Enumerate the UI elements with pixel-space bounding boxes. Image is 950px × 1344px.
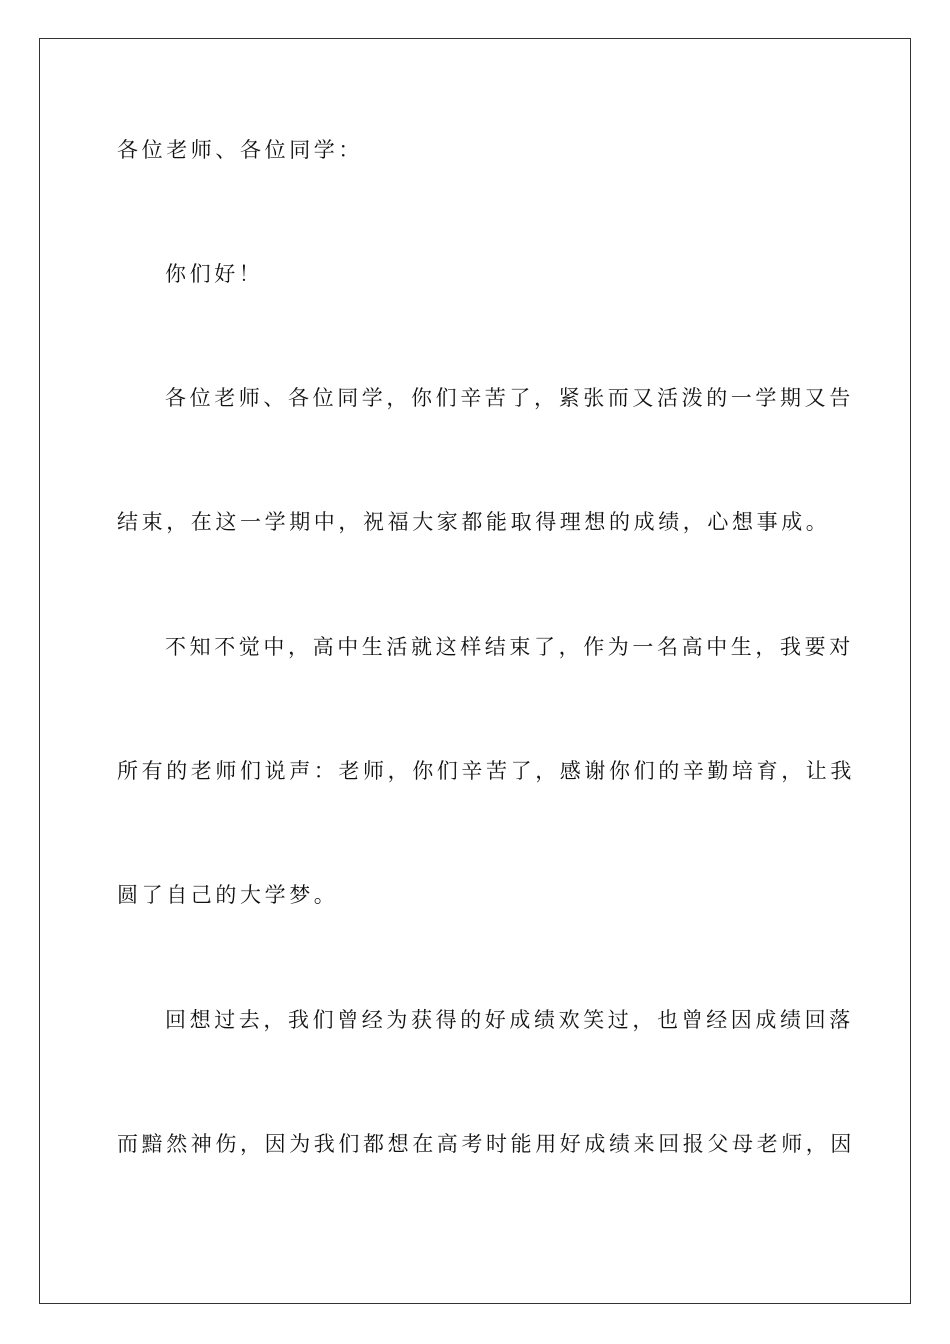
paragraph-1-line-2: 结束，在这一学期中，祝福大家都能取得理想的成绩，心想事成。 <box>117 510 831 534</box>
paragraph-3-line-2: 而黯然神伤，因为我们都想在高考时能用好成绩来回报父母老师，因 <box>117 1132 855 1156</box>
paragraph-2-line-3: 圆了自己的大学梦。 <box>117 883 339 907</box>
paragraph-2-line-2: 所有的老师们说声：老师，你们辛苦了，感谢你们的辛勤培育，让我 <box>117 759 855 783</box>
salutation-line: 各位老师、各位同学： <box>117 138 363 162</box>
paragraph-2-line-1: 不知不觉中，高中生活就这样结束了，作为一名高中生，我要对 <box>165 635 854 659</box>
greeting-line: 你们好！ <box>165 262 264 286</box>
page-border <box>39 38 911 1304</box>
paragraph-1-line-1: 各位老师、各位同学，你们辛苦了，紧张而又活泼的一学期又告 <box>165 386 854 410</box>
paragraph-3-line-1: 回想过去，我们曾经为获得的好成绩欢笑过，也曾经因成绩回落 <box>165 1008 854 1032</box>
